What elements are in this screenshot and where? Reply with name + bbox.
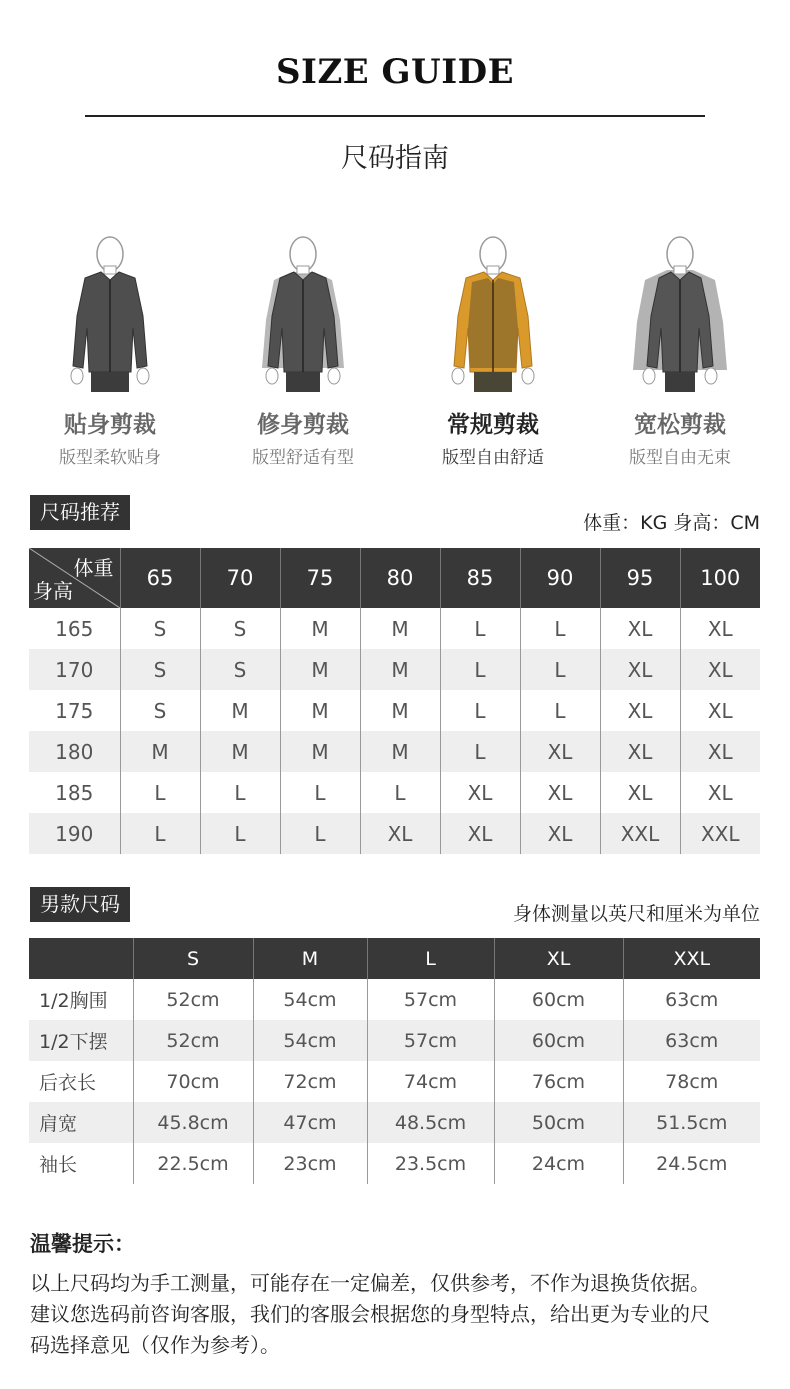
size-cell: L	[440, 608, 520, 649]
height-header: 身高	[33, 579, 73, 603]
measure-cell: 76cm	[494, 1061, 623, 1102]
size-cell: S	[200, 649, 280, 690]
weight-col: 85	[440, 548, 520, 608]
fit-desc: 版型舒适有型	[252, 448, 354, 468]
weight-col: 65	[120, 548, 200, 608]
loose-fit-jacket-icon	[625, 236, 735, 394]
measure-cell: 47cm	[253, 1102, 367, 1143]
measure-label: 后衣长	[39, 1072, 97, 1094]
size-cell: XL	[520, 772, 600, 813]
measure-cell: 60cm	[494, 1020, 623, 1061]
slim-fit-jacket-icon	[55, 236, 165, 394]
weight-col: 95	[600, 548, 680, 608]
fit-desc: 版型自由舒适	[442, 448, 544, 468]
size-cell: XL	[600, 608, 680, 649]
measure-cell: 54cm	[253, 1020, 367, 1061]
size-cell: L	[360, 772, 440, 813]
regular-fit-jacket-icon	[438, 236, 548, 394]
measure-cell: 57cm	[367, 979, 494, 1020]
weight-col: 70	[200, 548, 280, 608]
measure-cell: 63cm	[623, 1020, 760, 1061]
weight-col: 80	[360, 548, 440, 608]
size-col-header: S	[133, 938, 253, 979]
measure-cell: 54cm	[253, 979, 367, 1020]
size-cell: L	[200, 772, 280, 813]
table-row	[29, 772, 760, 813]
size-cell: M	[280, 649, 360, 690]
size-cell: M	[360, 608, 440, 649]
title-divider	[85, 115, 705, 117]
measure-cell: 24.5cm	[623, 1143, 760, 1184]
fit-loose	[585, 236, 775, 468]
size-cell: L	[280, 772, 360, 813]
tailored-fit-jacket-icon	[248, 236, 358, 394]
size-recommend-table	[29, 548, 760, 854]
size-cell: M	[280, 731, 360, 772]
size-cell: M	[360, 731, 440, 772]
size-cell: S	[120, 608, 200, 649]
size-cell: S	[200, 608, 280, 649]
fit-name: 修身剪裁	[257, 412, 349, 438]
weight-col: 75	[280, 548, 360, 608]
tips-line: 建议您选码前咨询客服，我们的客服会根据您的身型特点，给出更为专业的尺	[30, 1302, 710, 1326]
height-cell: 175	[55, 698, 94, 723]
measure-cell: 74cm	[367, 1061, 494, 1102]
fit-desc: 版型自由无束	[629, 448, 731, 468]
weight-col: 100	[680, 548, 760, 608]
measure-cell: 52cm	[133, 979, 253, 1020]
size-cell: XL	[680, 731, 760, 772]
fit-slim	[15, 236, 205, 468]
table-row	[29, 1102, 760, 1143]
table-row	[29, 608, 760, 649]
page-subtitle: 尺码指南	[341, 143, 449, 174]
size-cell: M	[280, 608, 360, 649]
weight-header: 体重	[73, 556, 114, 580]
size-cell: L	[440, 690, 520, 731]
size-cell: S	[120, 690, 200, 731]
size-col-header: L	[367, 938, 494, 979]
size-col-header: M	[253, 938, 367, 979]
measure-cell: 48.5cm	[367, 1102, 494, 1143]
table-row	[29, 649, 760, 690]
measure-label: 肩宽	[29, 1102, 133, 1143]
fit-name: 贴身剪裁	[64, 412, 156, 438]
size-cell: XL	[600, 772, 680, 813]
size-cell: M	[360, 690, 440, 731]
table-row	[29, 1061, 760, 1102]
size-cell: XL	[600, 690, 680, 731]
size-cell: L	[440, 731, 520, 772]
table-row	[29, 1020, 760, 1061]
table-row	[29, 813, 760, 854]
size-cell: L	[200, 813, 280, 854]
measure-cell: 63cm	[623, 979, 760, 1020]
mens-size-table	[29, 938, 760, 1184]
fit-desc: 版型柔软贴身	[59, 448, 161, 468]
size-cell: M	[200, 690, 280, 731]
corner-header	[29, 548, 120, 608]
measure-cell: 50cm	[494, 1102, 623, 1143]
size-cell: XL	[680, 690, 760, 731]
measure-cell: 72cm	[253, 1061, 367, 1102]
size-cell: M	[200, 731, 280, 772]
measure-cell: 23.5cm	[367, 1143, 494, 1184]
size-cell: L	[120, 813, 200, 854]
height-cell: 185	[55, 780, 94, 805]
height-cell: 165	[55, 616, 94, 641]
height-cell: 190	[29, 813, 120, 854]
size-cell: XL	[600, 649, 680, 690]
tips-title: 温馨提示：	[30, 1232, 135, 1256]
size-cell: XL	[680, 772, 760, 813]
mens-unit-note: 身体测量以英尺和厘米为单位	[512, 903, 760, 925]
measure-cell: 60cm	[494, 979, 623, 1020]
size-cell: M	[120, 731, 200, 772]
measure-cell: 52cm	[133, 1020, 253, 1061]
table-row	[29, 1143, 760, 1184]
measure-cell: 22.5cm	[133, 1143, 253, 1184]
measure-cell: 78cm	[623, 1061, 760, 1102]
measure-cell: 57cm	[367, 1020, 494, 1061]
measure-cell: 45.8cm	[133, 1102, 253, 1143]
size-cell: XXL	[600, 813, 680, 854]
size-cell: L	[280, 813, 360, 854]
measure-cell: 24cm	[494, 1143, 623, 1184]
measure-cell: 51.5cm	[623, 1102, 760, 1143]
recommend-tag: 尺码推荐	[30, 495, 130, 530]
size-cell: XL	[680, 608, 760, 649]
mens-tag: 男款尺码	[30, 887, 130, 922]
tips-line: 码选择意见（仅作为参考）。	[30, 1333, 280, 1357]
size-col-header: XL	[494, 938, 623, 979]
measure-label: 袖长	[39, 1154, 78, 1176]
size-cell: L	[520, 649, 600, 690]
size-col-header: XXL	[623, 938, 760, 979]
fit-name: 宽松剪裁	[634, 412, 726, 438]
size-cell: XL	[600, 731, 680, 772]
fit-regular	[398, 236, 588, 468]
size-cell: XL	[440, 772, 520, 813]
size-cell: XL	[680, 649, 760, 690]
tips-line: 以上尺码均为手工测量，可能存在一定偏差，仅供参考，不作为退换货依据。	[30, 1271, 710, 1295]
size-cell: XL	[520, 731, 600, 772]
recommend-unit-note: 体重：KG 身高：CM	[583, 512, 760, 534]
size-cell: M	[360, 649, 440, 690]
size-cell: L	[520, 690, 600, 731]
page-title: SIZE GUIDE	[275, 52, 515, 92]
measure-cell: 23cm	[253, 1143, 367, 1184]
fit-name: 常规剪裁	[447, 412, 539, 438]
measure-label: 1/2下摆	[29, 1020, 133, 1061]
size-cell: XXL	[680, 813, 760, 854]
size-cell: XL	[440, 813, 520, 854]
size-cell: XL	[520, 813, 600, 854]
tips-body	[30, 1268, 765, 1361]
weight-col: 90	[520, 548, 600, 608]
measure-label: 1/2胸围	[39, 990, 108, 1012]
height-cell: 170	[29, 649, 120, 690]
table-row	[29, 979, 760, 1020]
table-row	[29, 690, 760, 731]
table-row	[29, 731, 760, 772]
size-cell: L	[520, 608, 600, 649]
size-cell: M	[280, 690, 360, 731]
height-cell: 180	[29, 731, 120, 772]
size-cell: L	[440, 649, 520, 690]
size-cell: L	[120, 772, 200, 813]
label-col-header	[29, 938, 133, 979]
fit-tailored	[208, 236, 398, 468]
size-cell: S	[120, 649, 200, 690]
size-cell: XL	[360, 813, 440, 854]
fit-types	[0, 236, 790, 466]
measure-cell: 70cm	[133, 1061, 253, 1102]
